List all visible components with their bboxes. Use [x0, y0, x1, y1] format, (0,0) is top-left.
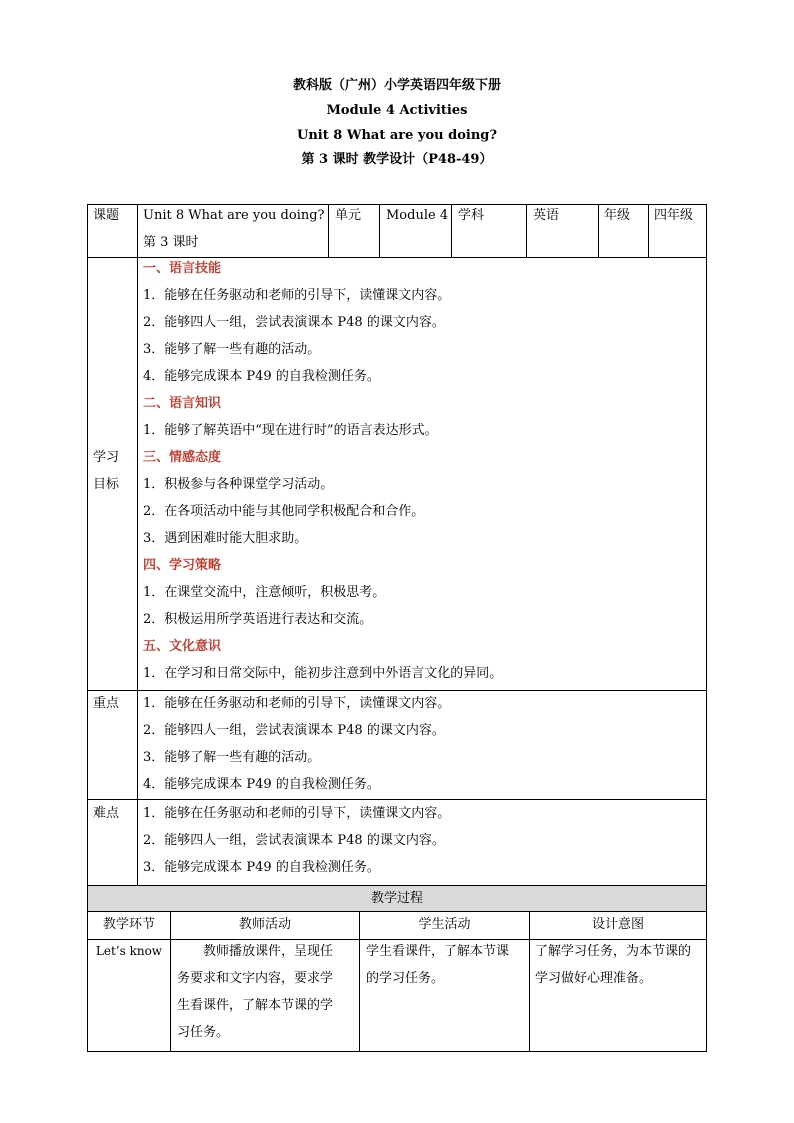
- unit-value: Module 4: [386, 208, 449, 223]
- rule-info-5: [598, 204, 599, 258]
- grade-value: 四年级: [654, 208, 694, 223]
- list-item: 1．积极参与各种课堂学习活动。: [143, 477, 334, 492]
- list-item: 1．能够在任务驱动和老师的引导下，读懂课文内容。: [143, 696, 451, 711]
- header-teacher: 教师活动: [238, 917, 291, 932]
- rule-label-col: [137, 204, 138, 886]
- section-language-knowledge: 二、语言知识: [143, 396, 222, 411]
- teacher-line: 生看课件，了解本节课的学: [177, 998, 334, 1013]
- purpose-line: 学习做好心理准备。: [535, 971, 653, 986]
- doc-title-line1: 教科版（广州）小学英语四年级下册: [292, 78, 501, 93]
- objectives-label-line2: 目标: [93, 477, 120, 492]
- rule-info-6: [648, 204, 649, 258]
- objectives-content: [143, 255, 703, 687]
- doc-title-line2: Module 4 Activities: [326, 103, 468, 118]
- unit-label: 单元: [335, 208, 362, 223]
- process-title-cell: [88, 886, 706, 911]
- topic-value-line2: 第 3 课时: [143, 235, 199, 250]
- list-item: 1．能够在任务驱动和老师的引导下，读懂课文内容。: [143, 806, 451, 821]
- student-line: 的学习任务。: [366, 971, 445, 986]
- topic-value-line1: Unit 8 What are you doing?: [143, 208, 325, 223]
- key-points-label: 重点: [93, 696, 120, 711]
- subject-value: 英语: [533, 208, 560, 223]
- objectives-label: [93, 444, 137, 498]
- difficulties-content: [143, 800, 703, 881]
- list-item: 1．在学习和日常交际中，能初步注意到中外语言文化的异同。: [143, 666, 503, 681]
- teacher-activity-cell: [177, 938, 355, 1046]
- section-language-skills: 一、语言技能: [143, 261, 222, 276]
- rule-info-2: [379, 204, 380, 258]
- section-culture: 五、文化意识: [143, 639, 222, 654]
- rule-info-3: [451, 204, 452, 258]
- teacher-line: 务要求和文字内容，要求学: [177, 971, 334, 986]
- teacher-line: 习任务。: [177, 1025, 230, 1040]
- header-student: 学生活动: [418, 917, 471, 932]
- student-line: 学生看课件，了解本节课: [366, 944, 510, 959]
- rule-info-4: [526, 204, 527, 258]
- header-purpose: 设计意图: [591, 917, 644, 932]
- section-attitude: 三、情感态度: [143, 450, 222, 465]
- table-border-bottom: [87, 1051, 707, 1052]
- grade-label: 年级: [604, 208, 631, 223]
- list-item: 2．能够四人一组，尝试表演课本 P48 的课文内容。: [143, 723, 445, 738]
- student-activity-cell: [366, 938, 528, 992]
- list-item: 1．能够在任务驱动和老师的引导下，读懂课文内容。: [143, 288, 451, 303]
- list-item: 1．能够了解英语中“现在进行时”的语言表达形式。: [143, 423, 438, 438]
- list-item: 4．能够完成课本 P49 的自我检测任务。: [143, 369, 380, 384]
- teacher-line: 教师播放课件，呈现任: [203, 944, 334, 959]
- list-item: 3．能够了解一些有趣的活动。: [143, 342, 321, 357]
- subject-label: 学科: [458, 208, 485, 223]
- list-item: 3．能够了解一些有趣的活动。: [143, 750, 321, 765]
- process-title: 教学过程: [370, 891, 423, 906]
- list-item: 2．在各项活动中能与其他同学积极配合和合作。: [143, 504, 425, 519]
- difficulties-label: 难点: [93, 806, 120, 821]
- section-strategy: 四、学习策略: [143, 558, 222, 573]
- header-stage: 教学环节: [102, 917, 155, 932]
- list-item: 4．能够完成课本 P49 的自我检测任务。: [143, 777, 380, 792]
- objectives-label-line1: 学习: [93, 450, 120, 465]
- doc-title-line4: 第 3 课时 教学设计（P48-49）: [301, 152, 493, 167]
- table-border-right: [706, 204, 707, 1052]
- doc-title-line3: Unit 8 What are you doing?: [297, 128, 497, 143]
- list-item: 3．遇到困难时能大胆求助。: [143, 531, 308, 546]
- list-item: 2．能够四人一组，尝试表演课本 P48 的课文内容。: [143, 315, 445, 330]
- list-item: 2．能够四人一组，尝试表演课本 P48 的课文内容。: [143, 833, 445, 848]
- list-item: 1．在课堂交流中，注意倾听，积极思考。: [143, 585, 386, 600]
- topic-value: [143, 202, 328, 256]
- purpose-line: 了解学习任务，为本节课的: [535, 944, 692, 959]
- topic-label: 课题: [93, 208, 120, 223]
- rule-info-1: [328, 204, 329, 258]
- list-item: 2．积极运用所学英语进行表达和交流。: [143, 612, 373, 627]
- list-item: 3．能够完成课本 P49 的自我检测任务。: [143, 860, 380, 875]
- purpose-cell: [535, 938, 705, 992]
- key-points-content: [143, 690, 703, 798]
- stage-cell: Let’s know: [95, 944, 163, 958]
